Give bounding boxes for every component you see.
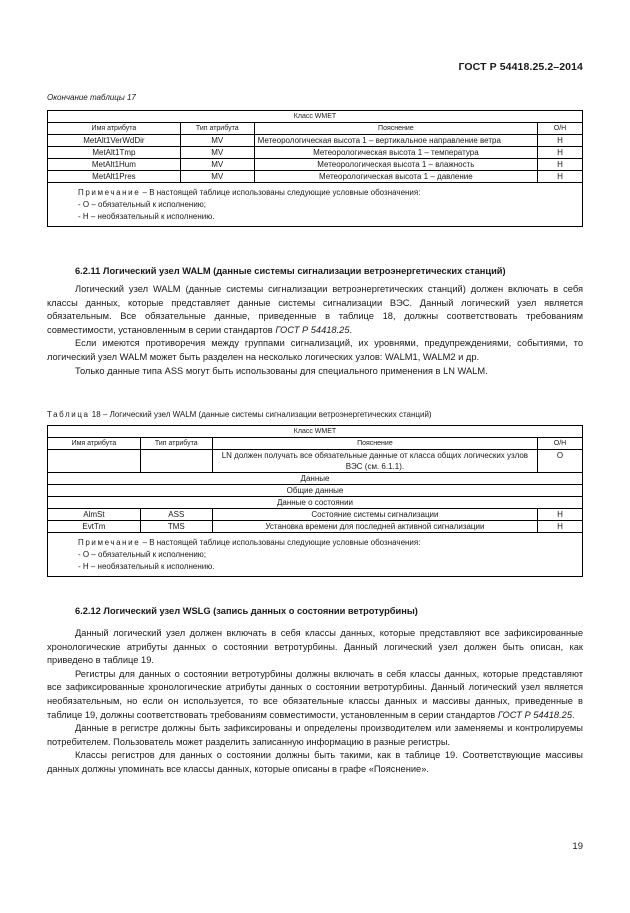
cell-explanation: Метеорологическая высота 1 – давление: [254, 171, 537, 183]
paragraph: Регистры для данных о состоянии ветротурбины должны включать в себя классы данных, которые представляют все зафиксированные хронологические атрибуты данных о состоянии ветротурбины. Данный логический узел является необязательным, но если он используется, то все обязательные классы данных и массивы данных, приведенные в таблице 19, должны соответствовать требованиям совместимости, установленным в серии стандартов ГОСТ Р 54418.25.: [47, 668, 583, 720]
cell-explanation: Метеорологическая высота 1 – температура: [254, 147, 537, 159]
column-header: Имя атрибута: [48, 123, 181, 135]
column-header: Имя атрибута: [48, 438, 141, 450]
cell-attr-type: MV: [180, 159, 254, 171]
cell-on: Н: [538, 135, 583, 147]
note-optional: - Н – необязательный к исполнению.: [78, 562, 215, 571]
cell-attr-name: AlmSt: [48, 509, 141, 521]
cell-explanation: LN должен получать все обязательные данные от класса общих логических узлов ВЭС (см. 6.1.1).: [212, 450, 537, 473]
cell-attr-name: MetAlt1Hum: [48, 159, 181, 171]
cell-on: Н: [538, 171, 583, 183]
cell-attr-type: TMS: [140, 521, 212, 533]
paragraph: Классы регистров для данных о состоянии должны быть такими, как в таблице 19. Соответствующие массивы данных должны упоминать все классы данных, которые описаны в графе «Пояснение».: [47, 750, 583, 774]
cell-explanation: Состояние системы сигнализации: [212, 509, 537, 521]
cell-on: Н: [538, 509, 583, 521]
note-text: – В настоящей таблице использованы следующие условные обозначения:: [140, 538, 421, 547]
note-mandatory: - О – обязательный к исполнению;: [78, 200, 207, 209]
table-class-title: Класс WMET: [48, 111, 583, 123]
table-class-title: Класс WMET: [48, 426, 583, 438]
section-heading-6-2-12: 6.2.12 Логический узел WSLG (запись данных о состоянии ветротурбины): [75, 606, 418, 616]
table-row: [48, 509, 583, 521]
note-label: Примечание: [78, 188, 141, 197]
cell-explanation: Метеорологическая высота 1 – влажность: [254, 159, 537, 171]
cell-attr-name: MetAlt1Pres: [48, 171, 181, 183]
paragraph: Логический узел WALM (данные системы сигнализации ветроэнергетических станций) должен включать в себя классы данных, которые представляет данные системы сигнализации ВЭС. Данный логический узел является обязательным. Все обязательные данные, приведенные в таблице 18, должны соответствовать требованиям совместимости, установленным в серии стандартов ГОСТ Р 54418.25.: [47, 284, 583, 335]
cell-explanation: Установка времени для последней активной сигнализации: [212, 521, 537, 533]
table-18: [47, 425, 583, 577]
table-row: [48, 450, 583, 473]
column-header: О/Н: [538, 123, 583, 135]
group-row-data: Данные: [48, 473, 583, 485]
table-row: [48, 147, 583, 159]
cell-attr-type: [140, 450, 212, 473]
cell-attr-type: MV: [180, 135, 254, 147]
column-header: Тип атрибута: [180, 123, 254, 135]
paragraph: Данный логический узел должен включать в себя классы данных, которые представляют все зафиксированные хронологические атрибуты данных о состоянии ветротурбины. Данный логический узел должен быть описан, как приведено в таблице 19.: [47, 628, 583, 666]
cell-attr-name: [48, 450, 141, 473]
table17-caption: Окончание таблицы 17: [47, 93, 136, 102]
document-code: ГОСТ Р 54418.25.2–2014: [458, 61, 583, 73]
note-optional: - Н – необязательный к исполнению.: [78, 212, 215, 221]
cell-on: О: [538, 450, 583, 473]
cell-attr-type: ASS: [140, 509, 212, 521]
table-row: [48, 171, 583, 183]
cell-on: Н: [538, 159, 583, 171]
cell-on: Н: [538, 521, 583, 533]
page-number: 19: [572, 841, 583, 852]
cell-attr-type: MV: [180, 147, 254, 159]
paragraph: Только данные типа ASS могут быть использованы для специального применения в LN WALM.: [75, 365, 488, 376]
cell-attr-name: EvtTm: [48, 521, 141, 533]
column-header: Пояснение: [212, 438, 537, 450]
table18-caption: Таблица 18 – Логический узел WALM (данные системы сигнализации ветроэнергетических станций): [47, 410, 432, 419]
cell-explanation: Метеорологическая высота 1 – вертикальное направление ветра: [254, 135, 537, 147]
group-row-common: Общие данные: [48, 485, 583, 497]
table-17: [47, 110, 583, 227]
cell-attr-type: MV: [180, 171, 254, 183]
column-header: О/Н: [538, 438, 583, 450]
table-row: [48, 521, 583, 533]
note-mandatory: - О – обязательный к исполнению;: [78, 550, 207, 559]
note-label: Примечание: [78, 538, 141, 547]
column-header: Тип атрибута: [140, 438, 212, 450]
table-row: [48, 159, 583, 171]
note-text: – В настоящей таблице использованы следующие условные обозначения:: [140, 188, 421, 197]
cell-on: Н: [538, 147, 583, 159]
paragraph: Если имеются противоречия между группами сигнализаций, их уровнями, предупреждениями, событиями, то логический узел WALM может быть разделен на несколько логических узлов: WALM1, WALM2 и др.: [47, 338, 583, 362]
cell-attr-name: MetAlt1Tmp: [48, 147, 181, 159]
column-header: Пояснение: [254, 123, 537, 135]
table-note: [48, 533, 583, 577]
group-row-state: Данные о состоянии: [48, 497, 583, 509]
cell-attr-name: MetAlt1VerWdDir: [48, 135, 181, 147]
table-note: [48, 183, 583, 227]
section-heading-6-2-11: 6.2.11 Логический узел WALM (данные системы сигнализации ветроэнергетических станций): [75, 266, 506, 276]
table-row: [48, 135, 583, 147]
section-6-2-12-body: [47, 627, 583, 777]
paragraph: Данные в регистре должны быть зафиксированы и определены производителем или заменяемы и контролируемы потребителем. Пользователь может разделить записанную информацию в разные регистры.: [47, 723, 583, 747]
section-6-2-11-body: [47, 283, 583, 378]
